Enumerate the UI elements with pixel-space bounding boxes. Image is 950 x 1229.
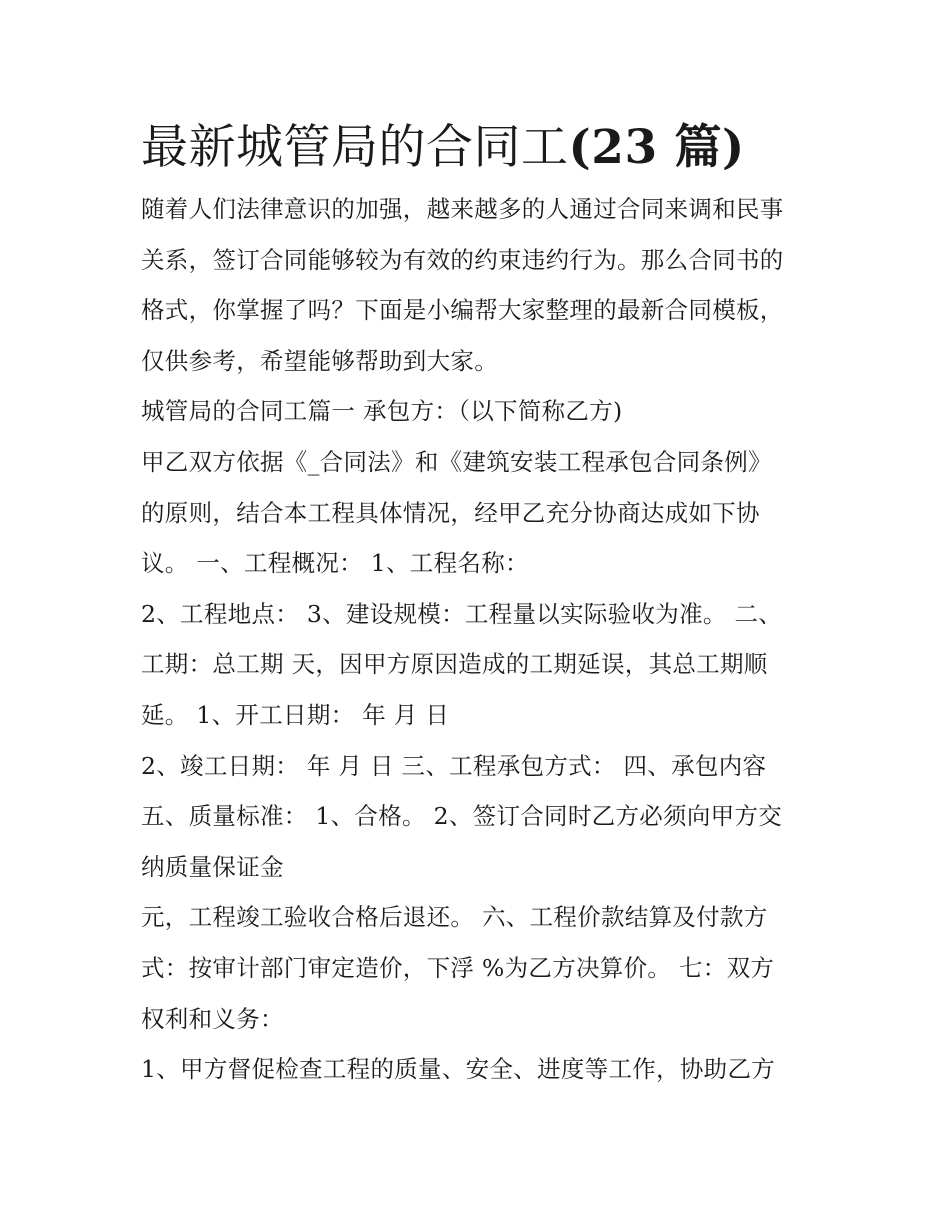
paragraph-line: 式：按审计部门审定造价，下浮 %为乙方决算价。 七：双方	[141, 953, 775, 982]
paragraph-line: 随着人们法律意识的加强，越来越多的人通过合同来调和民事	[141, 195, 784, 223]
paragraph-line: 1、甲方督促检查工程的质量、安全、进度等工作，协助乙方	[141, 1055, 776, 1084]
paragraph-line: 关系，签订合同能够较为有效的约束违约行为。那么合同书的	[141, 245, 784, 274]
paragraph	[141, 741, 821, 893]
document-body	[141, 184, 821, 1095]
title-text: 最新城管局的合同工	[141, 120, 569, 175]
paragraph-line: 城管局的合同工篇一 承包方：（以下简称乙方)	[141, 397, 623, 426]
title-count: (23 篇)	[568, 120, 745, 175]
paragraph	[141, 1044, 821, 1095]
paragraph	[141, 437, 821, 589]
paragraph-line: 权利和义务：	[141, 1004, 284, 1033]
paragraph-line: 2、竣工日期： 年 月 日 三、工程承包方式： 四、承包内容	[141, 751, 767, 780]
paragraph-line: 工期：总工期 天，因甲方原因造成的工期延误，其总工期顺	[141, 650, 768, 679]
paragraph-line: 元，工程竣工验收合格后退还。 六、工程价款结算及付款方	[141, 903, 768, 932]
document-page	[141, 112, 821, 1095]
paragraph	[141, 589, 821, 741]
paragraph	[141, 892, 821, 1044]
paragraph-line: 甲乙双方依据《_合同法》和《建筑安装工程承包合同条例》	[141, 447, 772, 476]
paragraph	[141, 386, 821, 437]
paragraph-line: 延。 1、开工日期： 年 月 日	[141, 700, 450, 729]
document-title	[141, 112, 821, 184]
paragraph-line: 五、质量标准： 1、合格。 2、签订合同时乙方必须向甲方交	[141, 802, 783, 831]
paragraph-line: 2、工程地点： 3、建设规模：工程量以实际验收为准。 二、	[141, 599, 783, 628]
paragraph	[141, 184, 821, 386]
paragraph-line: 议。 一、工程概况： 1、工程名称：	[141, 549, 529, 578]
paragraph-line: 格式，你掌握了吗？下面是小编帮大家整理的最新合同模板，	[141, 296, 784, 325]
paragraph-line: 纳质量保证金	[141, 852, 284, 881]
paragraph-line: 的原则，结合本工程具体情况，经甲乙充分协商达成如下协	[141, 498, 760, 527]
paragraph-line: 仅供参考，希望能够帮助到大家。	[141, 346, 498, 375]
